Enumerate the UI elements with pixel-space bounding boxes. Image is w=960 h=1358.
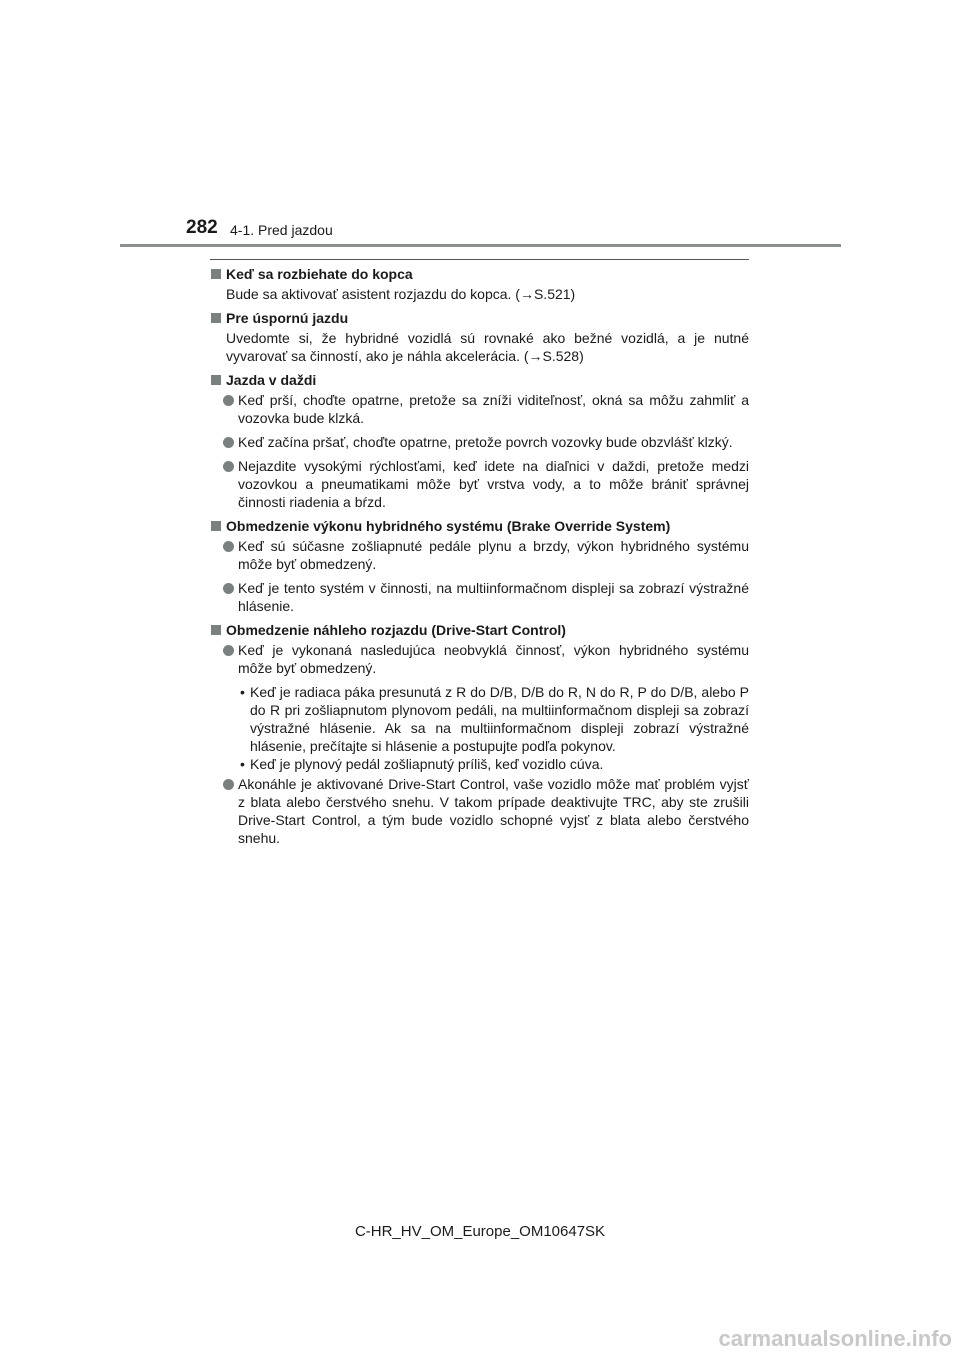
round-bullet-icon [223, 645, 234, 656]
section-heading-text: Obmedzenie náhleho rozjazdu (Drive-Start Control) [226, 622, 566, 638]
square-bullet-icon [211, 313, 221, 323]
section-body: Bude sa aktivovať asistent rozjazdu do kopca. (→S.521) [226, 286, 576, 302]
dot-bullet-icon: • [240, 756, 245, 772]
square-bullet-icon [211, 269, 221, 279]
round-bullet-icon [223, 437, 234, 448]
watermark: carmanualsonline.info [718, 1326, 952, 1351]
bullet-text: Keď prší, choďte opatrne, pretože sa zníži viditeľnosť, okná sa môžu zahmliť a vozovka bude klzká. [238, 392, 749, 426]
content-divider [210, 259, 749, 260]
sub-bullet-list [210, 683, 749, 773]
section-body: Uvedomte si, že hybridné vozidlá sú rovnaké ako bežné vozidlá, a je nutné vyvarovať sa činností, ako je náhla akcelerácia. (→S.528) [226, 330, 749, 364]
bullet-item [210, 457, 749, 511]
round-bullet-icon [223, 541, 234, 552]
sub-bullet-text: Keď je plynový pedál zošliapnutý príliš, keď vozidlo cúva. [250, 756, 604, 772]
sub-bullet-item [210, 755, 749, 773]
square-bullet-icon [211, 625, 221, 635]
bullet-text: Keď je vykonaná nasledujúca neobvyklá činnosť, výkon hybridného systému môže byť obmedzený. [238, 642, 749, 676]
section-heading [210, 371, 749, 389]
bullet-item [210, 391, 749, 427]
section-heading [210, 621, 749, 639]
section-heading-text: Obmedzenie výkonu hybridného systému (Brake Override System) [226, 518, 671, 534]
bullet-item [210, 537, 749, 573]
round-bullet-icon [223, 395, 234, 406]
section-heading [210, 265, 749, 283]
document-id-footer: C-HR_HV_OM_Europe_OM10647SK [354, 1223, 606, 1240]
bullet-item [210, 579, 749, 615]
section-heading [210, 517, 749, 535]
sub-bullet-text: Keď je radiaca páka presunutá z R do D/B, D/B do R, N do R, P do D/B, alebo P do R pri zošliapnutom plynovom pedáli, na multiinformačnom displeji sa zobrazí výstražné hlásenie. Ak sa na multiinformačnom displeji zobrazí výstražné hlásenie, prečítajte si hlásenie a postupujte podľa pokynov. [250, 684, 749, 754]
round-bullet-icon [223, 779, 234, 790]
section-heading [210, 309, 749, 327]
round-bullet-icon [223, 583, 234, 594]
section-heading-text: Keď sa rozbiehate do kopca [226, 266, 413, 282]
section-heading-text: Pre úspornú jazdu [226, 310, 349, 326]
chapter-title: 4-1. Pred jazdou [230, 222, 333, 238]
sub-bullet-item [210, 683, 749, 755]
page-content [210, 265, 749, 853]
square-bullet-icon [211, 375, 221, 385]
bullet-text: Keď sú súčasne zošliapnuté pedále plynu a brzdy, výkon hybridného systému môže byť obmedzený. [238, 538, 749, 572]
dot-bullet-icon: • [240, 684, 245, 700]
bullet-item [210, 641, 749, 677]
page-number: 282 [186, 217, 218, 238]
section-heading-text: Jazda v daždi [226, 372, 317, 388]
square-bullet-icon [211, 521, 221, 531]
bullet-text: Nejazdite vysokými rýchlosťami, keď idete na diaľnici v daždi, pretože medzi vozovkou a pneumatikami môže byť vrstva vody, a to môže brániť správnej činnosti riadenia a bŕzd. [238, 458, 749, 510]
header-divider [120, 244, 841, 247]
bullet-item [210, 775, 749, 847]
bullet-text: Keď je tento systém v činnosti, na multiinformačnom displeji sa zobrazí výstražné hlásenie. [238, 580, 749, 614]
round-bullet-icon [223, 461, 234, 472]
bullet-item [210, 433, 749, 451]
bullet-text: Keď začína pršať, choďte opatrne, pretože povrch vozovky bude obzvlášť klzký. [238, 434, 733, 450]
bullet-text: Akonáhle je aktivované Drive-Start Control, vaše vozidlo môže mať problém vyjsť z blata alebo čerstvého snehu. V takom prípade deaktivujte TRC, aby ste zrušili Drive-Start Control, a tým bude vozidlo schopné vyjsť z blata alebo čerstvého snehu. [238, 776, 749, 846]
